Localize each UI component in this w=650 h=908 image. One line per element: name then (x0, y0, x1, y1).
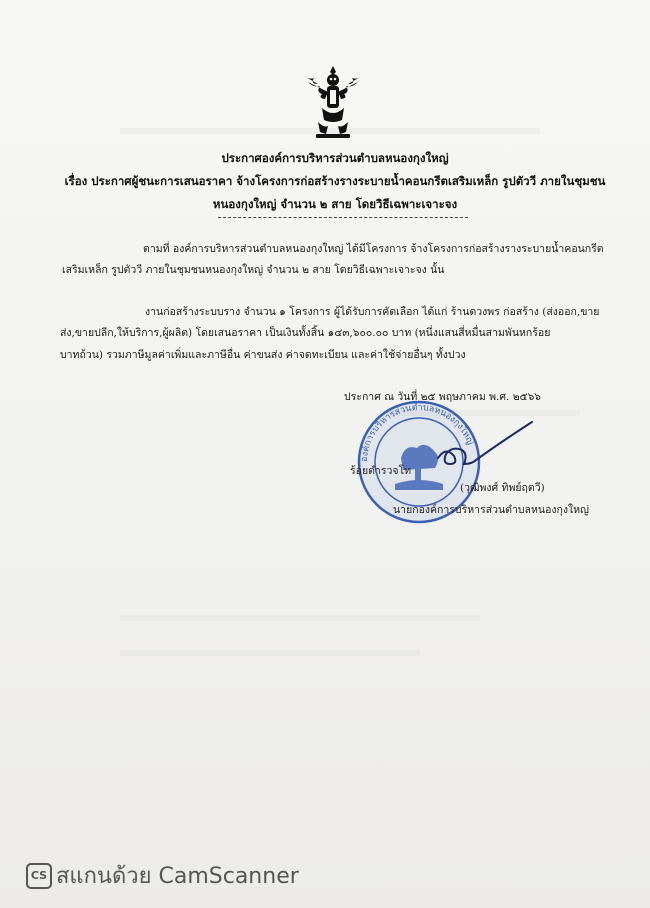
bleed-through-mark (120, 650, 420, 656)
header-divider (218, 217, 468, 218)
camscanner-watermark-text: สแกนด้วย CamScanner (56, 864, 299, 889)
bleed-through-mark (120, 615, 480, 621)
signatory-position: นายกองค์การบริหารส่วนตำบลหนองกุงใหญ่ (393, 504, 590, 516)
signatory-rank: ร้อยตำรวจโท (350, 465, 412, 477)
camscanner-logo-icon: CS (26, 863, 52, 889)
handwritten-signature (428, 420, 538, 480)
garuda-emblem-icon (300, 62, 366, 142)
signatory-name: (วุฒิพงศ์ ทิพย์ฤตวี) (460, 482, 545, 494)
paragraph-2-line-2: ส่ง,ขายปลีก,ให้บริการ,ผู้ผลิต) โดยเสนอราคา เป็นเงินทั้งสิ้น ๑๔๓,๖๐๐.๐๐ บาท (หนึ่งแสนสี่หมื่นสามพันหกร้อย (60, 327, 551, 339)
subject-line-1: เรื่อง ประกาศผู้ชนะการเสนอราคา จ้างโครงการก่อสร้างรางระบายน้ำคอนกรีตเสริมเหล็ก รูปตัววี ภายในชุมชน (64, 174, 606, 188)
announcement-date: ประกาศ ณ วันที่ ๒๕ พฤษภาคม พ.ศ. ๒๕๖๖ (344, 391, 541, 403)
announcement-title: ประกาศองค์การบริหารส่วนตำบลหนองกุงใหญ่ (221, 151, 449, 165)
paragraph-1-line-2: เสริมเหล็ก รูปตัววี ภายในชุมชนหนองกุงใหญ่ จำนวน ๒ สาย โดยวิธีเฉพาะเจาะจง นั้น (62, 264, 445, 276)
camscanner-watermark (26, 858, 299, 893)
seal-text: องค์การบริหารส่วนตำบลหนองกุงใหญ่ (359, 402, 475, 463)
paragraph-2-line-3: บาทถ้วน) รวมภาษีมูลค่าเพิ่มและภาษีอื่น ค่าขนส่ง ค่าจดทะเบียน และค่าใช้จ่ายอื่นๆ ทั้งปวง (60, 349, 466, 361)
paragraph-2-line-1: งานก่อสร้างระบบราง จำนวน ๑ โครงการ ผู้ได้รับการคัดเลือก ได้แก่ ร้านดวงพร ก่อสร้าง (ส่งออก,ขาย (145, 306, 600, 318)
subject-line-2: หนองกุงใหญ่ จำนวน ๒ สาย โดยวิธีเฉพาะเจาะจง (212, 197, 458, 211)
paragraph-1-line-1: ตามที่ องค์การบริหารส่วนตำบลหนองกุงใหญ่ ได้มีโครงการ จ้างโครงการก่อสร้างรางระบายน้ำคอนกรีต (143, 243, 604, 255)
